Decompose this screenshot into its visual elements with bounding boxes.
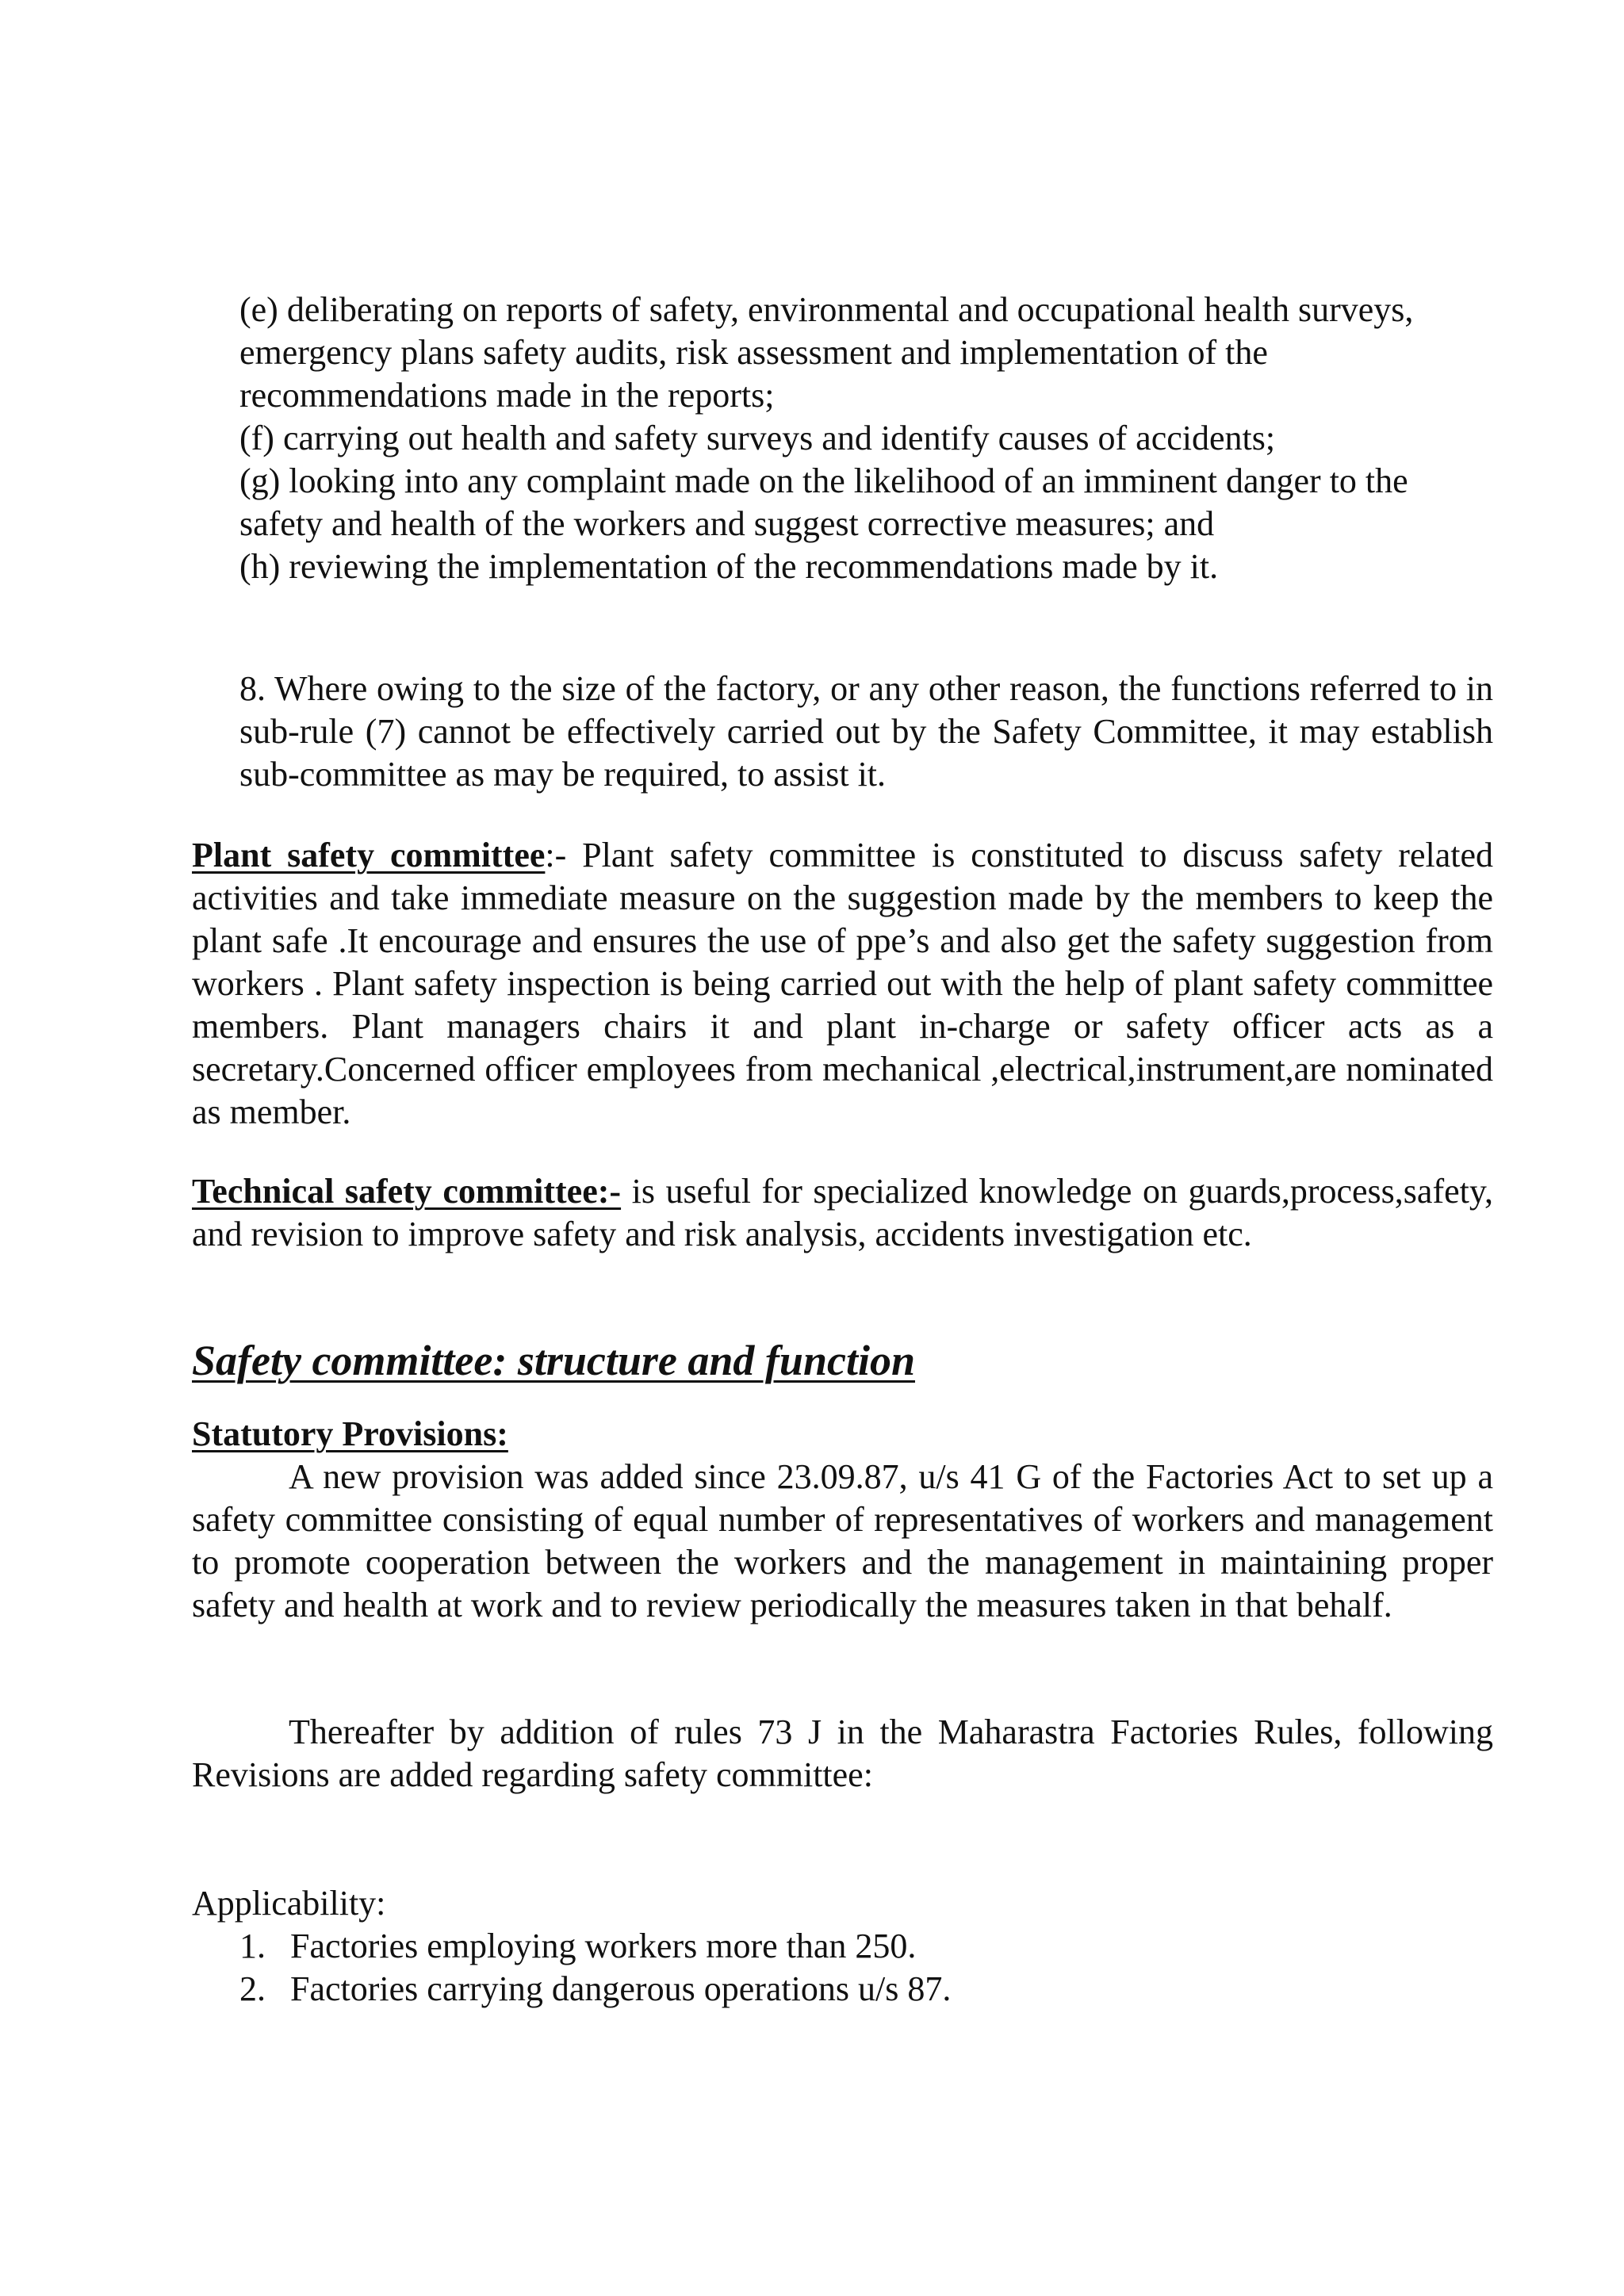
item-f: (f) carrying out health and safety surveys and identify causes of accidents; [239, 419, 1276, 457]
statutory-provisions [0, 1413, 1624, 1627]
list-item-text: Factories employing workers more than 250. [290, 1927, 917, 1965]
statutory-paragraph-2: Thereafter by addition of rules 73 J in the Maharastra Factories Rules, following Revisions are added regarding safety committee: [192, 1712, 1493, 1794]
plant-safety-label: Plant safety committee [192, 836, 546, 874]
applicability-label: Applicability: [192, 1884, 386, 1923]
list-item-number: 1. [239, 1927, 266, 1965]
item-g-line-1: (g) looking into any complaint made on the likelihood of an imminent danger to the [239, 461, 1408, 500]
applicability-list [192, 1925, 1493, 2011]
statutory-heading: Statutory Provisions: [192, 1414, 508, 1453]
section-heading-block [0, 1335, 1624, 1386]
item-g-line-2: safety and health of the workers and suggest corrective measures; and [239, 504, 1215, 543]
list-item-text: Factories carrying dangerous operations u/s 87. [290, 1969, 952, 2008]
statutory-paragraph-2-block [0, 1711, 1624, 1797]
applicability-block [0, 1882, 1624, 2011]
item-e-line-1: (e) deliberating on reports of safety, environmental and occupational health surveys, [239, 290, 1414, 329]
rule-8-text: 8. Where owing to the size of the factory, or any other reason, the functions referred to in sub-rule (7) cannot be effectively carried out by the Safety Committee, it may establish sub-committee as may be required, to assist it. [239, 669, 1493, 794]
technical-safety-text [192, 1170, 1493, 1256]
technical-safety-label: Technical safety committee:- [192, 1172, 622, 1211]
item-e-line-3: recommendations made in the reports; [239, 376, 775, 415]
technical-safety-body: is useful for specialized knowledge on guards,process,safety, and revision to improve safety and risk analysis, accidents investigation etc. [192, 1172, 1493, 1253]
item-e-line-2: emergency plans safety audits, risk assessment and implementation of the [239, 333, 1268, 372]
list-item [192, 1968, 1493, 2011]
item-h: (h) reviewing the implementation of the recommendations made by it. [239, 547, 1219, 586]
section-heading: Safety committee: structure and function [192, 1337, 915, 1384]
list-item-number: 2. [239, 1969, 266, 2008]
statutory-paragraph-1: A new provision was added since 23.09.87, u/s 41 G of the Factories Act to set up a safety committee consisting of equal number of representatives of workers and management to promote cooperation between the workers and the management in maintaining proper safety and health at work and to review periodically the measures taken in that behalf. [192, 1457, 1493, 1624]
list-items-e-h [0, 289, 1624, 588]
technical-safety-paragraph [0, 1170, 1624, 1256]
plant-safety-text [192, 834, 1493, 1134]
list-item [192, 1925, 1493, 1968]
plant-safety-body: :- Plant safety committee is constituted to discuss safety related activities and take immediate measure on the suggestion made by the members to keep the plant safe .It encourage and ensures the use of ppe’s and also get the safety suggestion from workers . Plant safety inspection is being carried out with the help of plant safety committee members. Plant managers chairs it and plant in-charge or safety officer acts as a secretary.Concerned officer employees from mechanical ,electrical,instrument,are nominated as member. [192, 836, 1493, 1131]
plant-safety-paragraph [0, 834, 1624, 1134]
rule-8 [0, 668, 1624, 796]
